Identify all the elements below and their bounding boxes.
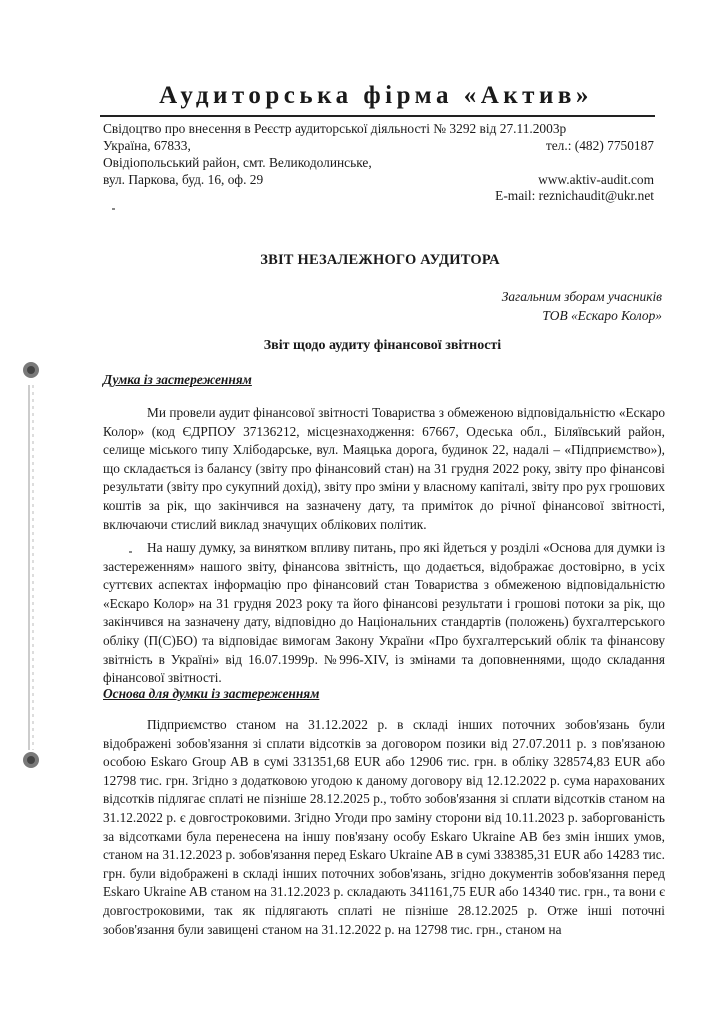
website-link[interactable]: www.aktiv-audit.com: [538, 172, 654, 187]
address-district: Овідіопольський район, смт. Великодолинське,: [103, 155, 372, 170]
firm-name: Аудиторська фірма «Актив»: [159, 82, 593, 109]
registry-certificate: Свідоцтво про внесення в Реєстр аудиторської діяльності № 3292 від 27.11.2003р: [103, 121, 567, 136]
scan-speck: [112, 208, 115, 210]
basis-paragraph-1: Підприємство станом на 31.12.2022 р. в складі інших поточних зобов'язань були відображені зобов'язання зі сплати відсотків за договором позики від 27.07.2011 р. з пов'язаною особою Eskaro Group AB в сумі 331351,68 EUR або 12906 тис. грн. в обліку 328574,83 EUR або 12798 тис. грн. Згідно з додатковою угодою к даному договору від 12.12.2022 р. сума нарахованих відсотків підлягає сплаті не пізніше 28.12.2025 р., тобто зобов'язання зі сплати відсотків станом на 31.12.2022 р. є довгостроковими. Згідно Угоди про заміну сторони від 10.11.2023 р. заборгованість за відсотками була перенесена на іншу пов'язану особу Eskaro Ukraine AB без змін інших умов, станом на 31.12.2023 р. зобов'язання перед Eskaro Ukraine AB в сумі 338385,31 EUR або 14283 тис. грн. були відображені в складі інших поточних зобов'язань, згідно документів зобов'язання перед Eskaro Ukraine AB станом на 31.12.2023 р. складають 341161,75 EUR або 14340 тис. грн., та вони є довгостроковими, так як підлягають сплаті не пізніше 28.12.2025 р. Отже інші поточні зобов'язання були завищені станом на 31.12.2022 р. на 12798 тис. грн., станом на: [103, 717, 665, 937]
binder-holes: [20, 355, 44, 775]
phone-number: тел.: (482) 7750187: [545, 138, 654, 153]
addressee-block: [502, 287, 662, 325]
basis-heading: Основа для думки із застереженням: [103, 686, 320, 701]
address-country: Україна, 67833,: [103, 138, 191, 153]
section-title: Звіт щодо аудиту фінансової звітності: [263, 338, 502, 353]
addressee-line: Загальним зборам учасників: [501, 289, 662, 304]
opinion-heading: Думка із застереженням: [103, 372, 252, 387]
opinion-paragraph-2: На нашу думку, за винятком впливу питань, про які йдеться у розділі «Основа для думки із застереженням» нашого звіту, фінансова звітність, що додається, відображає достовірно, в усіх суттєвих аспектах інформацію про фінансовий стан Товариства з обмеженою відповідальністю «Ескаро Колор» на 31 грудня 2023 року та його фінансові результати і грошові потоки за рік, що закінчився на зазначену дату, відповідно до Національних стандартів (положень) бухгалтерського обліку (П(С)БО) та відповідає вимогам Закону України «Про бухгалтерський облік та фінансову звітність в Україні» від 16.07.1999р. №996-XIV, із змінами та доповненнями, щодо складання фінансової звітності.: [103, 540, 665, 686]
report-title: ЗВІТ НЕЗАЛЕЖНОГО АУДИТОРА: [260, 252, 500, 268]
title-divider: [100, 115, 655, 117]
opinion-paragraph-1: Ми провели аудит фінансової звітності Товариства з обмеженою відповідальністю «Ескаро Колор» (код ЄДРПОУ 37136212, місцезнаходження: 67667, Одеська обл., Біляївський район, селище міського типу Хлібодарське, вул. Маяцька дорога, будинок 22, надалі – «Підприємство»), що складається із балансу (звіту про фінансовий стан) на 31 грудня 2022 року, звіту про фінансові результати (звіту про сукупний дохід), звіту про зміни у власному капіталі, звіту про рух грошових коштів за рік, що закінчився на зазначену дату, та приміток до річної фінансової звітності, включаючи стислий виклад значущих облікових політик.: [103, 405, 665, 532]
address-street: вул. Паркова, буд. 16, оф. 29: [103, 172, 264, 187]
email-link[interactable]: E-mail: reznichaudit@ukr.net: [495, 188, 654, 203]
addressee-company: ТОВ «Ескаро Колор»: [542, 308, 662, 323]
